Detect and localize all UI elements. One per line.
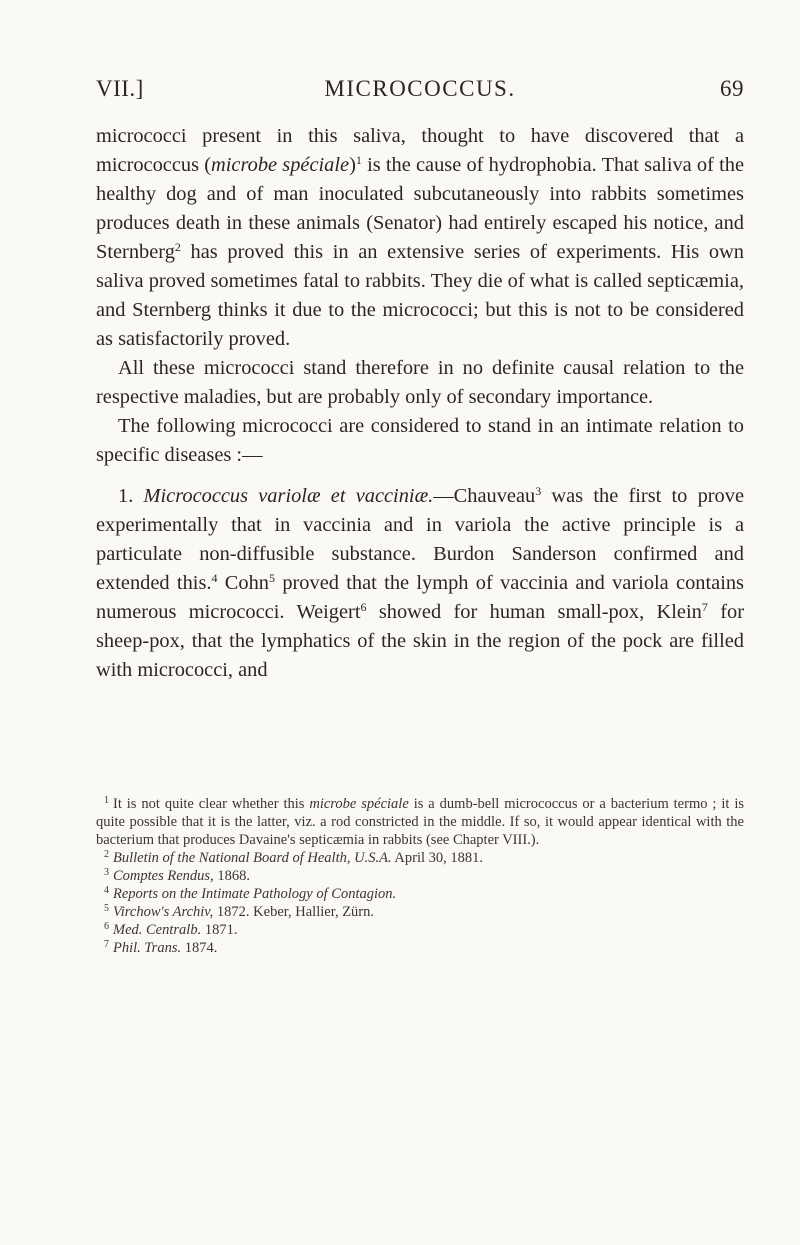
footnote-ref-2[interactable]: 2 bbox=[174, 240, 181, 254]
paragraph-1: micrococci present in this saliva, thought to have discovered that a micrococcus (microbe spéciale)$^1$ is the cause of hydrophobia. That saliva of the healthy dog and of man inoculated subcutaneously into rabbits sometimes produces death in these animals (Senator) had entirely escaped his notice, and Sternberg$^2$ has proved this in an extensive series of experiments. His own saliva proved sometimes fatal to rabbits. They die of what is called septicæmia, and Sternberg thinks it due to the micrococci; but this is not to be considered as satisfactorily proved. bbox=[96, 125, 745, 350]
footnote-ref-3[interactable]: 3 bbox=[535, 484, 542, 498]
paragraph-4: 1. Micrococcus variolæ et vacciniæ.—Chauveau$^3$ was the first to prove experimentally that in vaccinia and in variola the active principle is a particulate non-diffusible substance. Burdon Sanderson confirmed and extended this.$^4$ Cohn$^5$ proved that the lymph of vaccinia and variola contains numerous micrococci. Weigert$^6$ showed for human small-pox, Klein$^7$ for sheep-pox, that the lymphatics of the skin in the region of the pock are filled with micrococci, and bbox=[96, 484, 744, 681]
paragraph-2: All these micrococci stand therefore in no definite causal relation to the respective maladies, but are probably only of secondary importance. bbox=[96, 357, 744, 408]
footnote-5: $^5$ Virchow's Archiv, 1872. Keber, Hallier, Zürn. bbox=[104, 903, 375, 920]
footnote-4: $^4$ Reports on the Intimate Pathology of Contagion. bbox=[104, 885, 397, 902]
footnote-ref-5[interactable]: 5 bbox=[269, 571, 275, 585]
footnote-7: $^7$ Phil. Trans. 1874. bbox=[104, 939, 218, 956]
footnote-2: $^2$ Bulletin of the National Board of Health, U.S.A. April 30, 1881. bbox=[104, 849, 484, 866]
footnote-ref-1[interactable]: 1 bbox=[355, 153, 362, 167]
section-heading: Micrococcus variolæ et vacciniæ. bbox=[143, 485, 434, 507]
page-title: MICROCOCCUS. bbox=[324, 76, 516, 101]
running-head bbox=[96, 76, 744, 104]
footnote-3: $^3$ Comptes Rendus, 1868. bbox=[104, 867, 250, 884]
footnotes bbox=[96, 795, 744, 957]
footnote-ref-6[interactable]: 6 bbox=[360, 600, 367, 614]
footnote-ref-7[interactable]: 7 bbox=[701, 600, 708, 614]
paragraph-3: The following micrococci are considered to stand in an intimate relation to specific diseases :— bbox=[96, 415, 744, 466]
footnote-6: $^6$ Med. Centralb. 1871. bbox=[104, 921, 238, 938]
body-text bbox=[96, 122, 744, 685]
page-number: 69 bbox=[720, 76, 744, 101]
emphasis: microbe spéciale bbox=[211, 154, 350, 176]
footnote-ref-4[interactable]: 4 bbox=[211, 571, 218, 585]
chapter-number: VII.] bbox=[96, 76, 144, 101]
footnote-1: $^1$ It is not quite clear whether this microbe spéciale is a dumb-bell micrococcus or a bacterium termo ; it is quite possible that it is the latter, viz. a rod constricted in the middle. If so, it would appear identical with the bacterium that produces Davaine's septicæmia in rabbits (see Chapter VIII.). bbox=[96, 795, 745, 848]
